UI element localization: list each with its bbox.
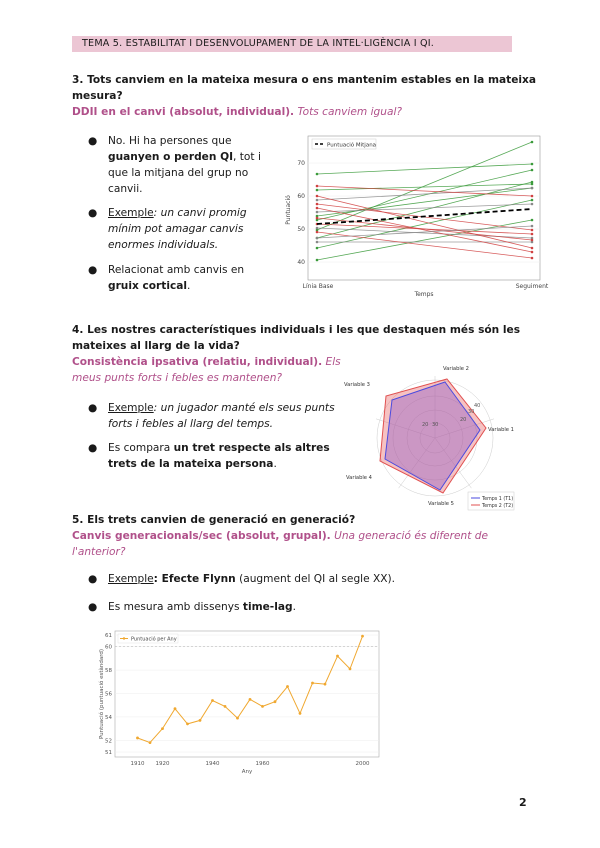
radar-axis-label: Variable 5 [428,501,454,507]
s3-b1-l3: que la mitjana del grup no [108,167,249,179]
trajectory-point [316,247,319,250]
trajectory-point [531,233,534,236]
s4-b2-l1: Es compara un tret respecte als altres [108,442,330,454]
page-number: 2 [519,796,527,809]
flynn-data-point [299,712,302,715]
s4-b2-l2: trets de la mateixa persona. [108,458,277,470]
trajectory-point [316,207,319,210]
trajectory-point [531,163,534,166]
flynn-xtick: 1940 [205,761,220,767]
trajectory-point [531,203,534,206]
trajectory-point [531,247,534,250]
flynn-legend: Puntuació per Any [131,636,177,643]
radar-axis-label: Variable 1 [488,427,514,433]
trajectory-point [531,183,534,186]
trajectory-point [316,185,319,188]
trajectory-point [316,259,319,262]
spaghetti-legend: Puntuació Mitjana [327,142,377,149]
xcat-followup: Seguiment [515,283,549,290]
spaghetti-ylabel: Puntuació [285,195,292,225]
radar-t1-polygon [385,382,480,490]
ytick: 50 [297,226,305,233]
flynn-xlabel: Any [241,769,253,775]
trajectory-point [531,257,534,260]
trajectory-point [316,241,319,244]
flynn-data-point [336,655,339,658]
rtick: 40 [474,403,481,409]
section-5-subtitle-line1: Canvis generacionals/sec (absolut, grupal). Una generació és diferent de [72,530,489,542]
section-4-title-line2: mateixes al llarg de la vida? [72,340,240,352]
flynn-ytick: 56 [105,691,112,698]
s5-bullet-1: ● Exemple: Efecte Flynn (augment del QI al segle XX). [88,573,396,585]
flynn-data-point [311,682,314,685]
s3-bullet-2: ● Exemple: un canvi promig mínim pot amagar canvis enormes individuals. [108,205,280,253]
s3-b1-l1: No. Hi ha persones que [108,135,232,147]
flynn-xtick: 1910 [130,761,145,767]
s3-b3-l2: gruix cortical. [108,280,191,292]
s3-b1-l2: guanyen o perden QI, tot i [108,151,261,163]
flynn-data-point [211,699,214,702]
s3-b3-l1: Relacionat amb canvis en [108,264,245,276]
flynn-data-point [286,685,289,688]
flynn-data-point [249,698,252,701]
trajectory-point [531,187,534,190]
s3-b1-l4: canvii. [108,183,143,195]
trajectory-point [316,189,319,192]
topic-banner: TEMA 5. ESTABILITAT I DESENVOLUPAMENT DE LA INTEL·LIGÈNCIA I QI. [72,36,512,52]
flynn-data-point [274,700,277,703]
trajectory-point [531,195,534,198]
s4-b1-l1: Exemple: un jugador manté els seus punts [108,402,335,414]
s3-b2-l2: mínim pot amagar canvis [108,223,244,235]
radar-legend-t1: Temps 1 (T1) [482,497,514,502]
trajectory-point [531,225,534,228]
radar-legend-t2: Temps 2 (T2) [482,504,514,509]
s5-bullet-2: ● Es mesura amb dissenys time-lag. [88,601,296,613]
flynn-ytick: 60 [105,644,112,651]
ytick: 40 [297,259,305,266]
trajectory-point [531,251,534,254]
trajectory-point [316,237,319,240]
ipsative-radar-chart [340,360,520,515]
s3-bullet-3: ● Relacionat amb canvis en gruix cortical. [108,262,280,294]
s4-bullet-2: ● Es compara un tret respecte als altres trets de la mateixa persona. [108,440,343,472]
s3-bullet-1: ● No. Hi ha persones que guanyen o perden QI, tot i que la mitjana del grup no canvii. [108,133,276,197]
radar-axis-label: Variable 4 [346,475,372,481]
trajectory-point [316,195,319,198]
trajectory-point [316,173,319,176]
flynn-data-point [224,705,227,708]
trajectory-point [316,211,319,214]
trajectory-point [531,169,534,172]
s4-bullet-1: ● Exemple: un jugador manté els seus punts forts i febles al llarg del temps. [108,400,343,432]
ytick: 60 [297,193,305,200]
s3-b2-l1: Exemple: un canvi promig [108,207,247,219]
flynn-xtick: 1920 [155,761,170,767]
flynn-data-point [136,737,139,740]
section-3-subtitle-bold: DDII en el canvi (absolut, individual). [72,106,295,118]
ytick: 70 [297,160,305,167]
section-3-subtitle [72,104,402,120]
section-4-subtitle-line1: Consistència ipsativa (relatiu, individual). Els [72,356,341,368]
flynn-data-point [261,705,264,708]
rtick: 30 [468,409,475,415]
spaghetti-xlabel: Temps [414,291,434,298]
flynn-xtick: 2000 [355,761,370,767]
flynn-data-point [174,707,177,710]
radar-axis-label: Variable 2 [443,366,469,372]
trajectory-point [531,229,534,232]
flynn-ytick: 61 [105,633,112,639]
trajectory-point [531,239,534,242]
section-3-title-line2: mesura? [72,90,123,102]
section-4-subtitle-line2: meus punts forts i febles es mantenen? [72,372,283,384]
flynn-data-point [149,741,152,744]
s3-b2-l3: enormes individuals. [108,239,219,251]
flynn-data-point [361,635,364,638]
trajectory-point [316,217,319,220]
flynn-ytick: 52 [105,738,112,745]
trajectory-point [531,141,534,144]
section-5-subtitle-line2: l'anterior? [72,546,126,558]
rtick: 20 [422,422,429,428]
radar-axis-label: Variable 3 [344,382,370,388]
flynn-ytick: 58 [105,668,112,675]
rtick: 20 [460,417,467,423]
rtick: 30 [432,422,439,428]
section-3-title-line1: 3. Tots canviem en la mateixa mesura o ens mantenim estables en la mateixa [72,74,537,86]
section-4-title-line1: 4. Les nostres característiques individuals i les que destaquen més són les [72,324,521,336]
individual-change-chart [282,130,552,300]
trajectory-point [316,227,319,230]
flynn-xtick: 1960 [255,761,270,767]
section-5-title: 5. Els trets canvien de generació en generació? [72,514,356,526]
section-3-subtitle-italic: Tots canviem igual? [297,106,403,118]
flynn-effect-chart [95,627,385,775]
flynn-ylabel: Puntuació (puntuació estàndard) [99,648,105,740]
flynn-ytick: 51 [105,750,112,756]
trajectory-point [531,199,534,202]
flynn-data-point [324,683,327,686]
flynn-data-point [161,727,164,730]
trajectory-point [316,203,319,206]
trajectory-point [316,231,319,234]
flynn-ytick: 54 [105,714,112,721]
flynn-data-point [199,719,202,722]
trajectory-point [316,199,319,202]
flynn-data-point [349,668,352,671]
trajectory-point [531,219,534,222]
flynn-data-point [236,717,239,720]
s4-b1-l2: forts i febles al llarg del temps. [108,418,274,430]
xcat-baseline: Línia Base [302,283,334,290]
flynn-data-point [186,723,189,726]
